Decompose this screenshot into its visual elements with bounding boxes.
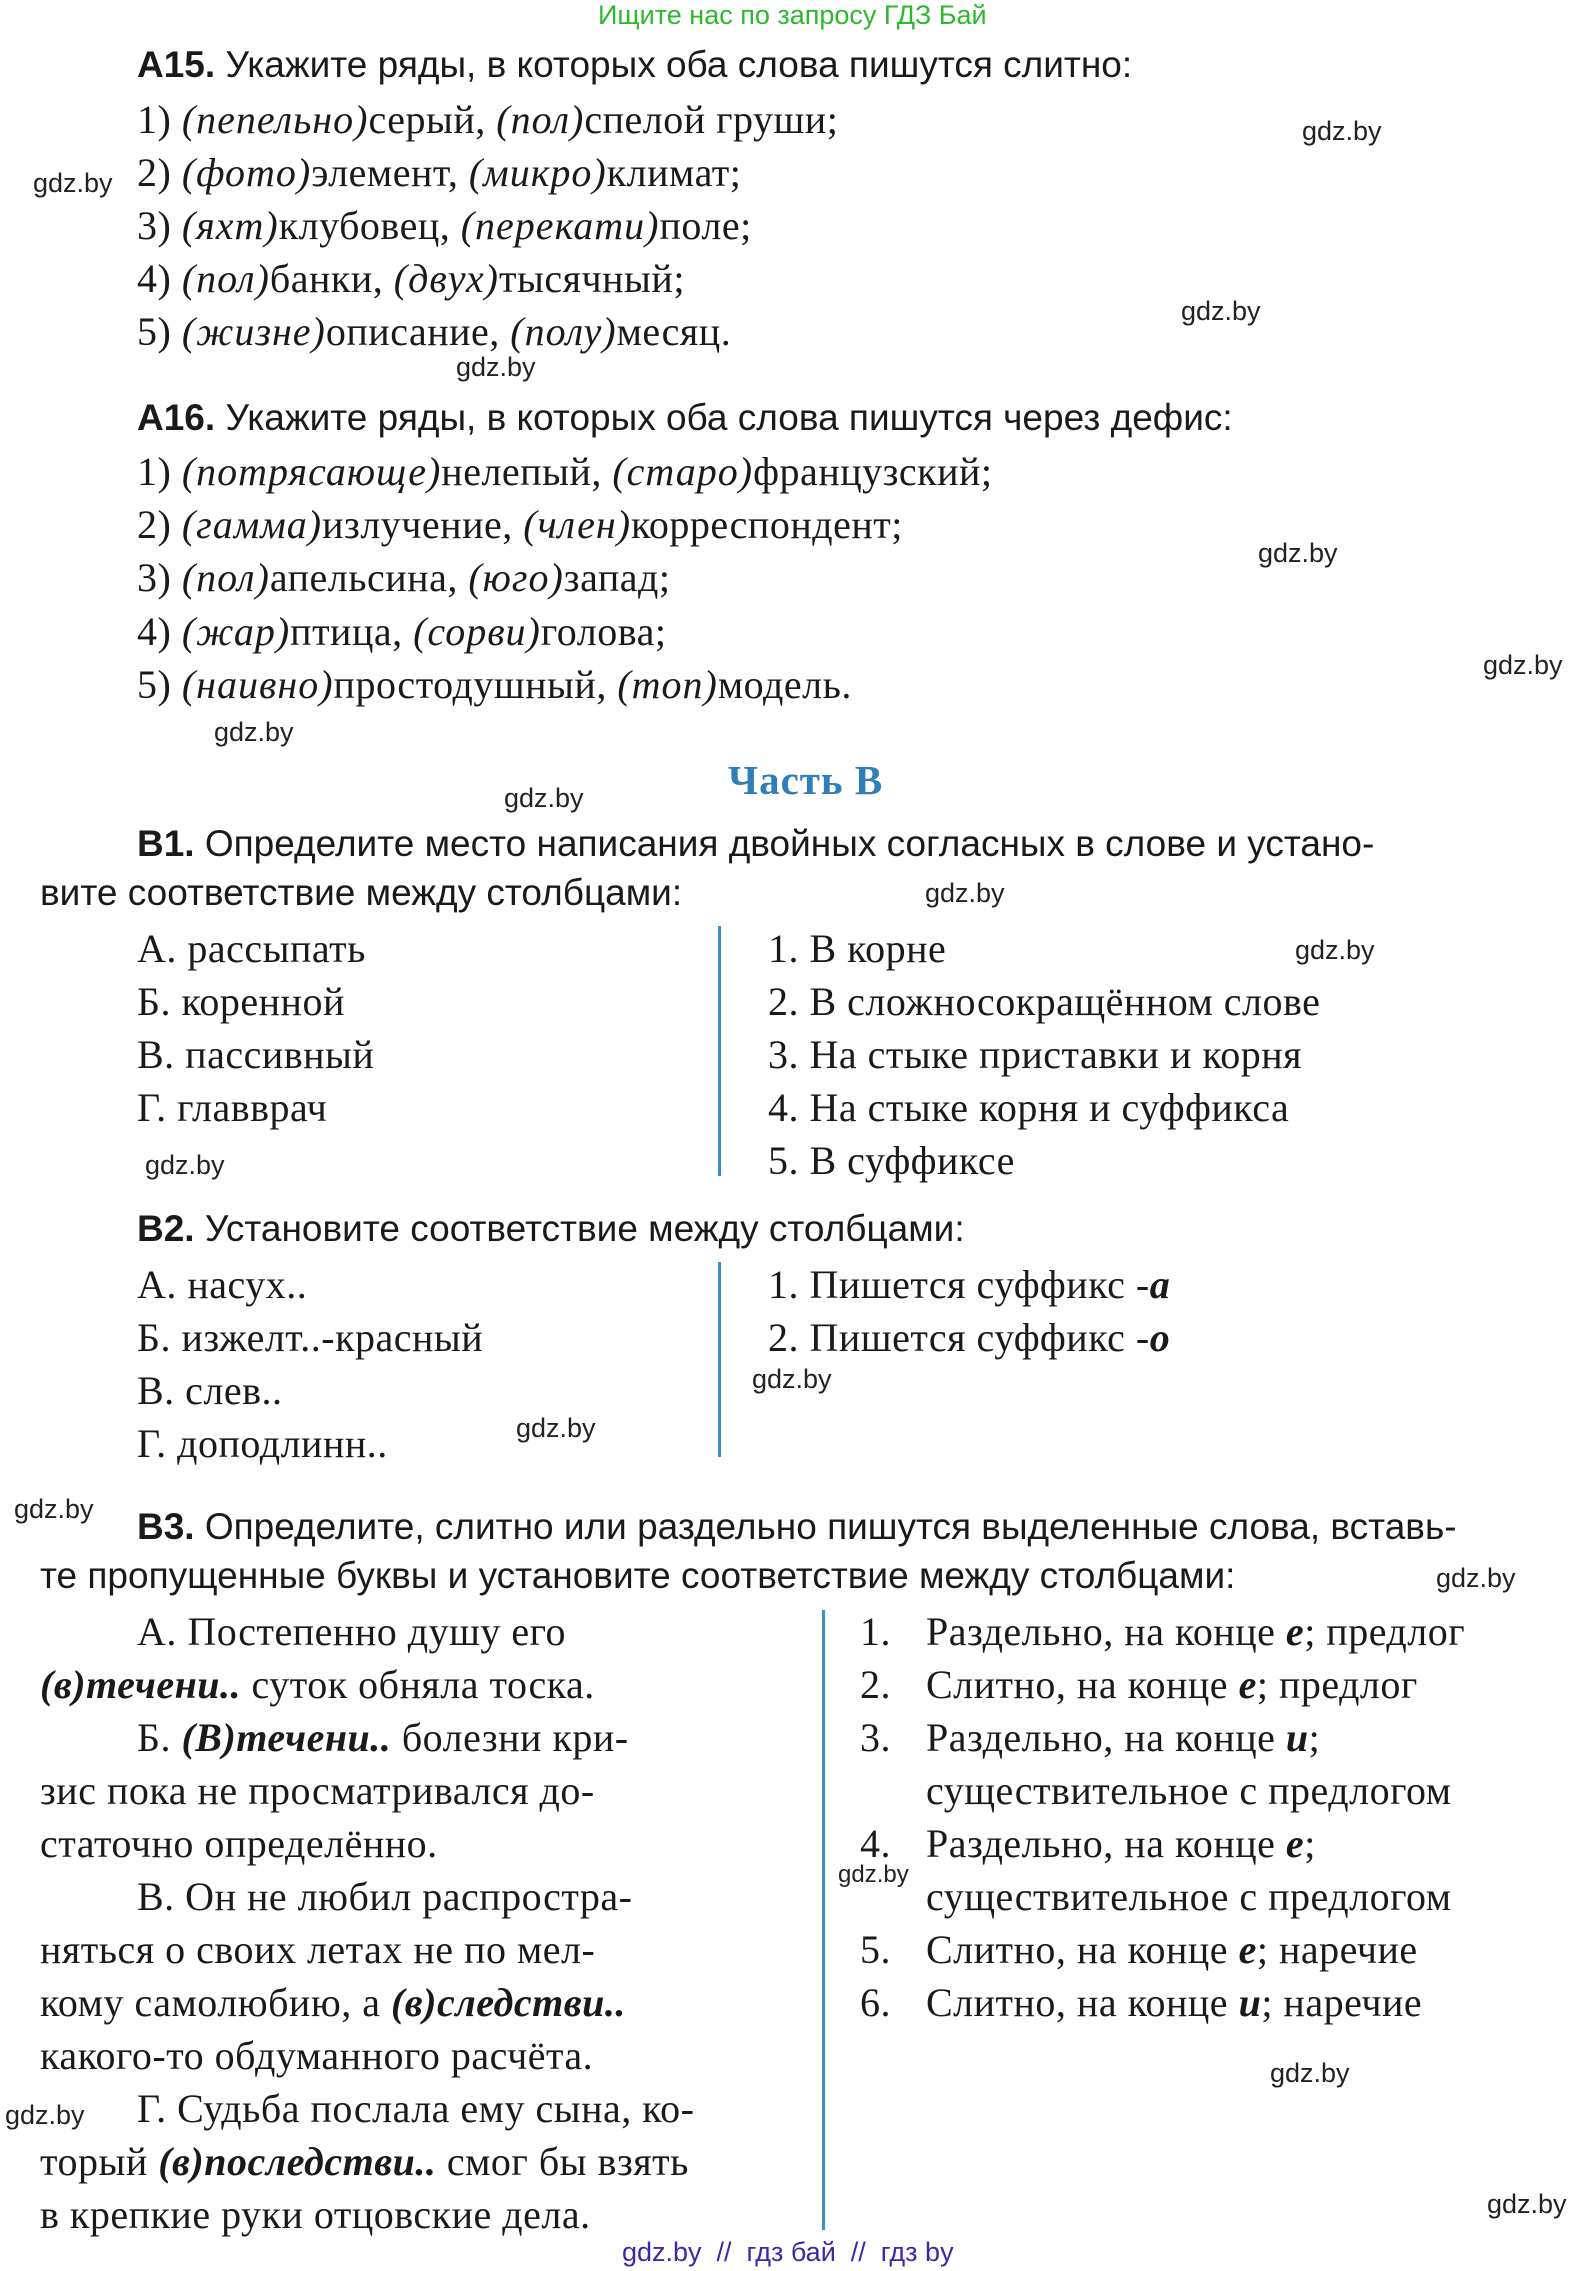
b3-right-num: 2. xyxy=(860,1662,891,1707)
option-prefix: (яхт) xyxy=(181,203,279,248)
watermark: gdz.by xyxy=(516,1413,596,1443)
watermark: gdz.by xyxy=(1295,935,1375,965)
b3-text: Слитно, на конце xyxy=(926,1927,1239,1972)
b3-letter: и xyxy=(1238,1980,1262,2025)
b2-suffix: а xyxy=(1149,1262,1171,1307)
option-prefix: (наивно) xyxy=(181,662,334,707)
option-number: 2) xyxy=(137,150,172,195)
watermark: gdz.by xyxy=(145,1150,225,1180)
b1-right-item: 1. В корне xyxy=(768,926,947,971)
b3-highlight-word: (в)последстви.. xyxy=(158,2139,437,2184)
b3-right-line xyxy=(926,1608,1465,1655)
option-number: 1) xyxy=(137,97,172,142)
watermark: gdz.by xyxy=(1483,650,1563,680)
option-number: 3) xyxy=(137,203,172,248)
option-number: 5) xyxy=(137,309,172,354)
watermark: gdz.by xyxy=(752,1364,832,1394)
option-number: 5) xyxy=(137,662,172,707)
b3-left-line xyxy=(40,2138,689,2185)
watermark: gdz.by xyxy=(1270,2058,1350,2088)
a15-option-4 xyxy=(137,255,685,302)
b3-text: суток обняла тоска. xyxy=(241,1662,595,1707)
option-prefix: (пепельно) xyxy=(181,97,369,142)
b1-question-text: Определите место написания двойных согласных в слове и устано- xyxy=(204,823,1375,864)
b3-letter: е xyxy=(1238,1662,1257,1707)
option-word: спелой груши; xyxy=(584,97,839,142)
b3-text: кому самолюбию, а xyxy=(40,1980,391,2025)
a15-question-text: Укажите ряды, в которых оба слова пишутся слитно: xyxy=(225,44,1133,85)
watermark: gdz.by xyxy=(925,878,1005,908)
b3-right-num: 5. xyxy=(860,1927,891,1972)
option-prefix: (жизне) xyxy=(181,309,326,354)
a16-option-1 xyxy=(137,448,993,495)
a16-question xyxy=(137,397,1233,439)
b2-divider xyxy=(718,1262,721,1457)
b3-right-line xyxy=(926,1979,1422,2026)
option-word: элемент, xyxy=(311,150,469,195)
option-word: серый, xyxy=(368,97,497,142)
option-number: 3) xyxy=(137,555,172,600)
watermark: gdz.by xyxy=(5,2100,85,2130)
b3-text: ; xyxy=(1308,1715,1321,1760)
b3-highlight-word: (в)следстви.. xyxy=(390,1980,626,2025)
b3-left-line: какого-то обдуманного расчёта. xyxy=(40,2033,594,2078)
a15-label: А15. xyxy=(137,44,216,85)
b1-divider xyxy=(718,926,721,1176)
option-word: поле; xyxy=(659,203,752,248)
b3-left-line: няться о своих летах не по мел- xyxy=(40,1927,596,1972)
b3-text: торый xyxy=(40,2139,159,2184)
a15-option-5 xyxy=(137,308,731,355)
b3-left-line: статочно определённо. xyxy=(40,1821,438,1866)
b2-right-item xyxy=(768,1261,1170,1308)
option-prefix: (топ) xyxy=(617,662,718,707)
option-prefix: (пол) xyxy=(181,555,270,600)
b3-text: болезни кри- xyxy=(391,1715,629,1760)
a16-question-text: Укажите ряды, в которых оба слова пишутся через дефис: xyxy=(225,397,1233,438)
b2-question xyxy=(137,1208,965,1250)
option-word: клубовец, xyxy=(278,203,461,248)
b3-left-line: Г. Судьба послала ему сына, ко- xyxy=(137,2086,695,2131)
a16-option-4 xyxy=(137,608,666,655)
option-number: 1) xyxy=(137,449,172,494)
b3-divider xyxy=(822,1610,825,2230)
option-prefix: (жар) xyxy=(181,609,291,654)
b3-question-line1 xyxy=(137,1506,1457,1548)
watermark: gdz.by xyxy=(838,1861,909,1888)
b1-left-item: В. пассивный xyxy=(137,1032,375,1077)
b1-label: В1. xyxy=(137,823,195,864)
watermark: gdz.by xyxy=(456,352,536,382)
watermark: gdz.by xyxy=(1258,538,1338,568)
option-word: птица, xyxy=(290,609,414,654)
a15-option-3 xyxy=(137,202,752,249)
a15-option-2 xyxy=(137,149,741,196)
b1-right-item: 4. На стыке корня и суффикса xyxy=(768,1085,1290,1130)
b3-left-line xyxy=(137,1714,629,1761)
b1-right-item: 5. В суффиксе xyxy=(768,1138,1015,1183)
b3-text: Раздельно, на конце xyxy=(926,1609,1286,1654)
option-prefix: (пол) xyxy=(496,97,585,142)
b3-text: Слитно, на конце xyxy=(926,1980,1239,2025)
b3-left-line: в крепкие руки отцовские дела. xyxy=(40,2192,591,2237)
b2-label: В2. xyxy=(137,1208,195,1249)
option-word: банки, xyxy=(269,256,394,301)
option-prefix: (гамма) xyxy=(181,502,323,547)
option-prefix: (микро) xyxy=(468,150,607,195)
watermark: gdz.by xyxy=(1436,1563,1516,1593)
b2-left-item: Б. изжелт..-красный xyxy=(137,1315,484,1360)
b3-text: Слитно, на конце xyxy=(926,1662,1239,1707)
b3-right-line xyxy=(926,1926,1418,1973)
b3-left-line: зис пока не просматривался до- xyxy=(40,1768,595,1813)
top-banner: Ищите нас по запросу ГДЗ Бай xyxy=(598,0,987,30)
option-word: описание, xyxy=(325,309,511,354)
b3-letter: е xyxy=(1238,1927,1257,1972)
b3-letter: е xyxy=(1285,1609,1305,1654)
option-word: тысячный; xyxy=(499,256,685,301)
b3-text: ; xyxy=(1304,1821,1316,1866)
b3-text: ; наречие xyxy=(1256,1927,1418,1972)
b3-text: Раздельно, на конце xyxy=(926,1715,1286,1760)
b3-question-line2: те пропущенные буквы и установите соответствие между столбцами: xyxy=(40,1555,1236,1596)
a16-option-5 xyxy=(137,661,852,708)
b3-left-line: А. Постепенно душу его xyxy=(137,1609,567,1654)
b3-right-line: существительное с предлогом xyxy=(926,1874,1452,1919)
option-prefix: (фото) xyxy=(181,150,312,195)
b3-text: ; предлог xyxy=(1256,1662,1418,1707)
watermark: gdz.by xyxy=(1181,296,1261,326)
option-number: 4) xyxy=(137,256,172,301)
option-word: апельсина, xyxy=(269,555,469,600)
watermark: gdz.by xyxy=(14,1494,94,1524)
b3-text: ; наречие xyxy=(1261,1980,1423,2025)
b3-right-line xyxy=(926,1820,1316,1867)
b3-right-num: 1. xyxy=(860,1609,891,1654)
option-number: 4) xyxy=(137,609,172,654)
b2-question-text: Установите соответствие между столбцами: xyxy=(204,1208,965,1249)
b3-highlight-word: (В)течени.. xyxy=(181,1715,392,1760)
b3-text: Б. xyxy=(137,1715,182,1760)
option-prefix: (юго) xyxy=(468,555,564,600)
option-word: климат; xyxy=(606,150,742,195)
option-word: месяц. xyxy=(616,309,732,354)
b3-left-line xyxy=(40,1979,626,2026)
b3-text: смог бы взять xyxy=(436,2139,689,2184)
option-word: излучение, xyxy=(322,502,524,547)
b3-text: ; предлог xyxy=(1304,1609,1466,1654)
b3-highlight-word: (в)течени.. xyxy=(40,1662,242,1707)
b3-letter: и xyxy=(1285,1715,1309,1760)
b2-left-item: Г. доподлинн.. xyxy=(137,1421,388,1466)
a16-option-2 xyxy=(137,501,903,548)
option-number: 2) xyxy=(137,502,172,547)
watermark: gdz.by xyxy=(33,168,113,198)
b2-right-text: 2. Пишется суффикс - xyxy=(768,1315,1150,1360)
option-word: нелепый, xyxy=(441,449,613,494)
b1-left-item: А. рассыпать xyxy=(137,926,366,971)
b1-left-item: Г. главврач xyxy=(137,1085,328,1130)
b3-label: В3. xyxy=(137,1506,195,1547)
a16-label: А16. xyxy=(137,397,216,438)
b2-suffix: о xyxy=(1149,1315,1171,1360)
option-word: простодушный, xyxy=(333,662,618,707)
watermark: gdz.by xyxy=(1302,116,1382,146)
b1-right-item: 2. В сложносокращённом слове xyxy=(768,979,1321,1024)
b3-left-line xyxy=(40,1661,595,1708)
b1-question-line1 xyxy=(137,823,1374,865)
b2-right-item xyxy=(768,1314,1170,1361)
b2-right-text: 1. Пишется суффикс - xyxy=(768,1262,1150,1307)
option-word: голова; xyxy=(540,609,667,654)
b3-right-line xyxy=(926,1714,1320,1761)
b2-left-item: В. слев.. xyxy=(137,1368,283,1413)
watermark: gdz.by xyxy=(1487,2189,1567,2219)
a16-option-3 xyxy=(137,554,670,601)
option-prefix: (перекати) xyxy=(460,203,660,248)
watermark: gdz.by xyxy=(214,717,294,747)
b3-right-num: 3. xyxy=(860,1715,891,1760)
option-prefix: (член) xyxy=(523,502,632,547)
b1-left-item: Б. коренной xyxy=(137,979,345,1024)
part-b-title: Часть В xyxy=(728,757,884,803)
a15-question xyxy=(137,44,1132,86)
b3-left-line: В. Он не любил распростра- xyxy=(137,1874,633,1919)
b2-left-item: А. насух.. xyxy=(137,1262,308,1307)
b3-letter: е xyxy=(1285,1821,1305,1866)
b3-right-num: 4. xyxy=(860,1821,891,1866)
option-word: модель. xyxy=(717,662,852,707)
bottom-banner: gdz.by // гдз бай // гдз by xyxy=(622,2237,954,2267)
option-word: запад; xyxy=(563,555,671,600)
b1-right-item: 3. На стыке приставки и корня xyxy=(768,1032,1303,1077)
option-word: корреспондент; xyxy=(631,502,903,547)
watermark: gdz.by xyxy=(504,783,584,813)
b1-question-line2: вите соответствие между столбцами: xyxy=(40,872,683,913)
option-prefix: (пол) xyxy=(181,256,270,301)
option-word: французский; xyxy=(753,449,993,494)
a15-option-1 xyxy=(137,96,838,143)
option-prefix: (полу) xyxy=(510,309,617,354)
option-prefix: (старо) xyxy=(612,449,754,494)
b3-right-num: 6. xyxy=(860,1980,891,2025)
option-prefix: (сорви) xyxy=(413,609,541,654)
option-prefix: (потрясающе) xyxy=(181,449,442,494)
b3-right-line xyxy=(926,1661,1418,1708)
b3-text: Раздельно, на конце xyxy=(926,1821,1286,1866)
b3-right-line: существительное с предлогом xyxy=(926,1768,1452,1813)
b3-question-text: Определите, слитно или раздельно пишутся выделенные слова, вставь- xyxy=(204,1506,1457,1547)
option-prefix: (двух) xyxy=(393,256,499,301)
